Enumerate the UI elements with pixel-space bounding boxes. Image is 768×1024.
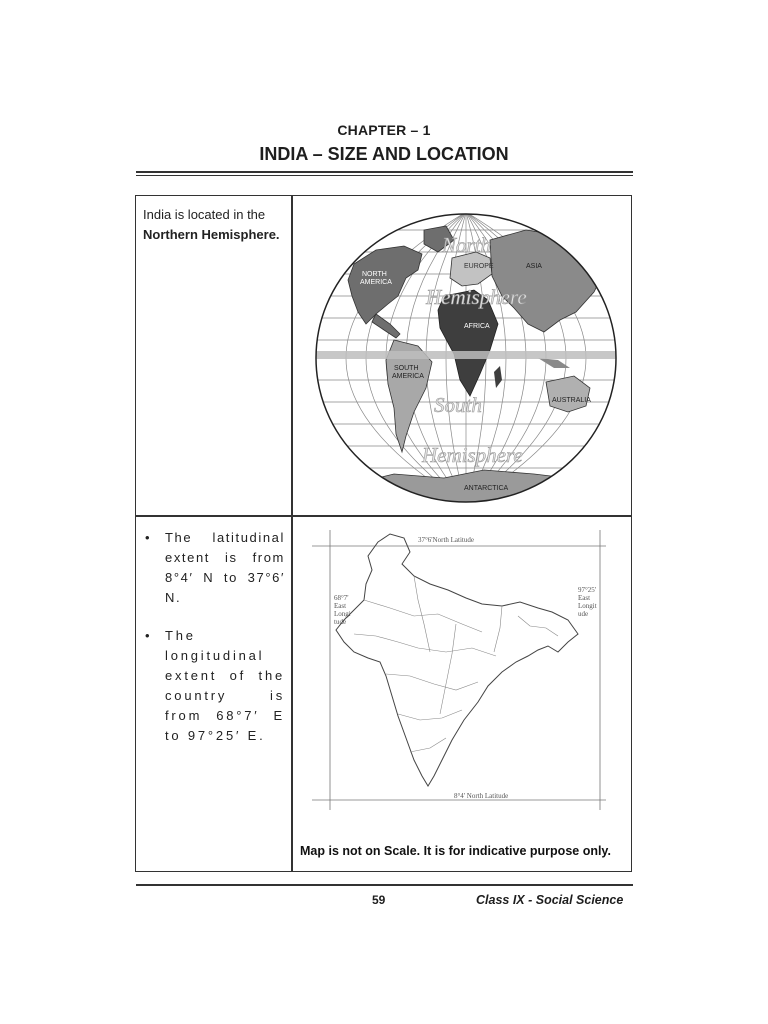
south-latitude-label: 8°4' North Latitude: [454, 792, 509, 800]
east-longitude-label-2: East: [578, 594, 591, 602]
watermark-hemisphere-bottom: Hemisphere: [422, 443, 523, 467]
world-map: [314, 212, 618, 504]
west-longitude-label-3: Longi: [334, 610, 351, 618]
header-rule-bottom: [136, 175, 633, 176]
north-america-label-1: NORTH: [362, 271, 387, 278]
header-rule-top: [136, 171, 633, 173]
column-divider: [291, 196, 293, 871]
south-america-label-2: AMERICA: [392, 373, 424, 380]
india-outline: [336, 534, 578, 786]
row-divider: [136, 515, 631, 517]
watermark-south: South: [434, 393, 482, 417]
north-latitude-label: 37°6'North Latitude: [418, 536, 474, 544]
chapter-title: INDIA – SIZE AND LOCATION: [259, 144, 509, 164]
hemisphere-bold-text: Northern Hemisphere.: [143, 227, 280, 242]
west-longitude-label-4: tude: [334, 618, 347, 626]
map-scale-note: Map is not on Scale. It is for indicative purpose only.: [300, 844, 611, 858]
extent-bullets: [143, 528, 285, 764]
hemisphere-intro-text: India is located in the: [143, 207, 266, 222]
watermark-hemisphere-top: Hemisphere: [426, 285, 527, 309]
row1-text: [143, 205, 285, 245]
europe-label: EUROPE: [464, 263, 494, 270]
chapter-label: CHAPTER – 1: [337, 122, 431, 138]
watermark-north: North: [442, 233, 492, 257]
east-longitude-label-3: Longit: [578, 602, 597, 610]
antarctica-label: ANTARCTICA: [464, 485, 509, 492]
class-label: Class IX - Social Science: [476, 893, 624, 907]
content-table: [135, 195, 632, 872]
india-map: [306, 524, 618, 814]
australia-label: AUSTRALIA: [552, 397, 591, 404]
east-longitude-label-1: 97°25': [578, 586, 597, 594]
west-longitude-label-2: East: [334, 602, 347, 610]
footer-rule: [136, 884, 633, 886]
page-number: 59: [372, 893, 386, 907]
longitudinal-bullet: • The longitudinal extent of the country is from 68°7′ E to 97°25′ E.: [143, 626, 285, 746]
equator-band: [314, 351, 618, 359]
africa-label: AFRICA: [464, 323, 490, 330]
south-america-label-1: SOUTH: [394, 365, 419, 372]
north-america-label-2: AMERICA: [360, 279, 392, 286]
east-longitude-label-4: ude: [578, 610, 589, 618]
latitudinal-bullet: • The latitudinal extent is from 8°4′ N to 37°6′ N.: [143, 528, 285, 608]
asia-label: ASIA: [526, 263, 542, 270]
west-longitude-label-1: 68°7': [334, 594, 349, 602]
